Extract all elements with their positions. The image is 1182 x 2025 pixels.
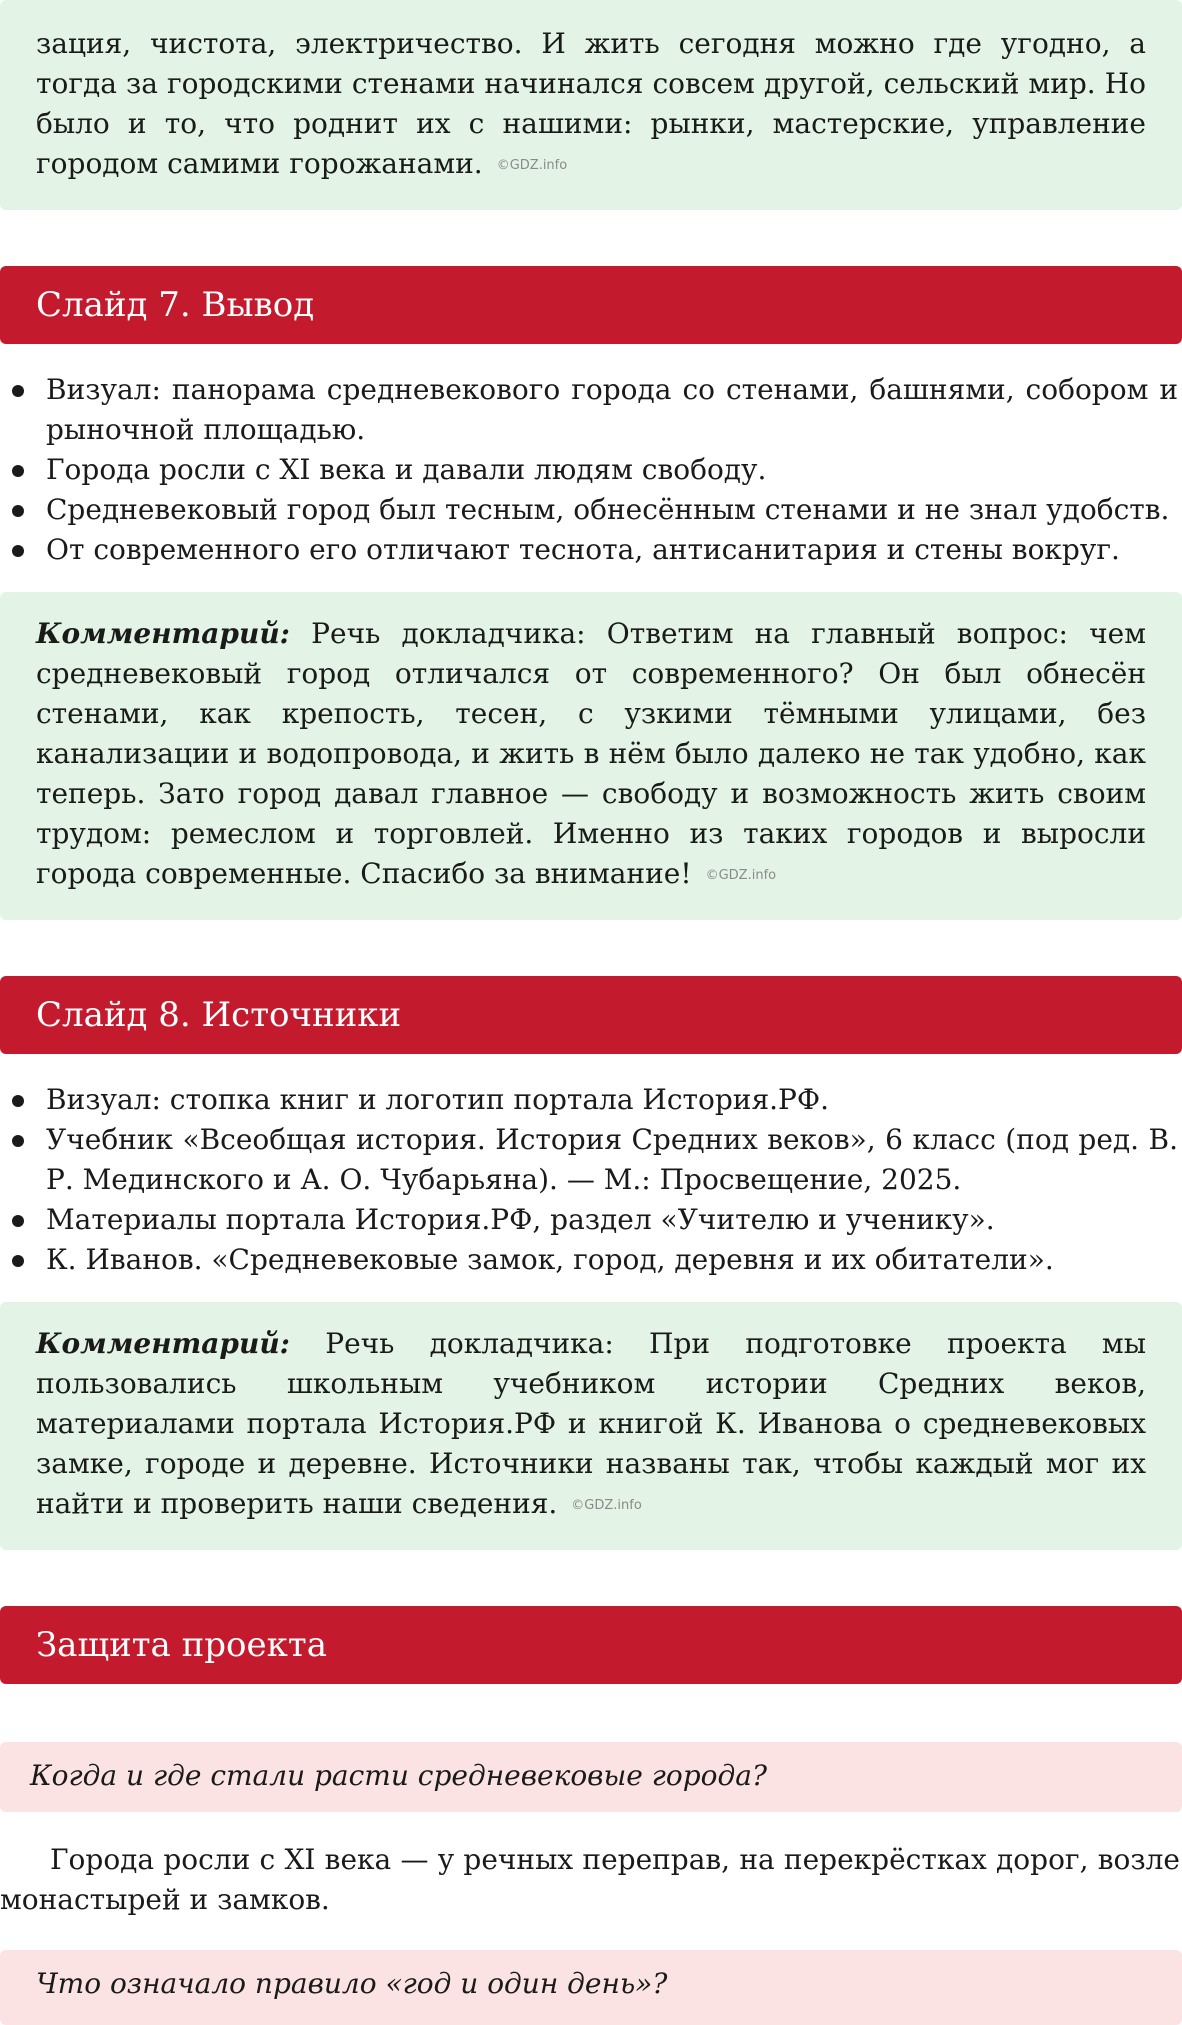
slide8-comment	[36, 1324, 1146, 1526]
list-item: Материалы портала История.РФ, раздел «Учителю и ученику».	[8, 1200, 1178, 1240]
bullet-icon	[12, 505, 24, 517]
slide7-title: Слайд 7. Вывод	[36, 285, 315, 325]
intro-text: зация, чистота, электричество. И жить сегодня можно где угодно, а тогда за городскими стенами начинался совсем другой, сельский мир. Но было и то, что роднит их с нашими: рынки, мастерские, управление городом самими горожанами.	[36, 27, 1146, 180]
bullet-icon	[12, 1255, 24, 1267]
bullet-icon	[12, 1135, 24, 1147]
comment-label: Комментарий:	[36, 617, 291, 650]
bullet-icon	[12, 545, 24, 557]
comment-text: Речь докладчика: При подготовке проекта мы пользовались школьным учебником истории Средних веков, материалами портала История.РФ и книгой К. Иванова о средневековых замке, городе и деревне. Источники названы так, чтобы каждый мог их найти и проверить наши сведения.	[36, 1327, 1146, 1520]
bullet-icon	[12, 1215, 24, 1227]
watermark-logo: ©GDZ.info	[571, 1497, 642, 1513]
defense-header	[0, 1606, 1182, 1684]
slide7-header	[0, 266, 1182, 344]
list-item: От современного его отличают теснота, антисанитария и стены вокруг.	[8, 530, 1178, 570]
comment-text: Речь докладчика: Ответим на главный вопрос: чем средневековый город отличался от современного? Он был обнесён стенами, как крепость, тесен, с узкими тёмными улицами, без канализации и водопровода, и жить в нём было далеко не так удобно, как теперь. Зато город давал главное — свободу и возможность жить своим трудом: ремеслом и торговлей. Именно из таких городов и выросли города современные. Спасибо за внимание!	[36, 617, 1146, 890]
watermark-logo: ©GDZ.info	[496, 157, 568, 173]
bullet-icon	[12, 465, 24, 477]
list-item: К. Иванов. «Средневековые замок, город, деревня и их обитатели».	[8, 1240, 1178, 1280]
bullet-icon	[12, 1095, 24, 1107]
slide8-title: Слайд 8. Источники	[36, 995, 402, 1035]
question-2: Что означало правило «год и один день»?	[36, 1967, 668, 2000]
bullet-icon	[12, 385, 24, 397]
watermark-logo: ©GDZ.info	[705, 867, 777, 883]
slide7-comment	[36, 614, 1146, 896]
list-item: Визуал: стопка книг и логотип портала История.РФ.	[8, 1080, 1178, 1120]
list-item: Учебник «Всеобщая история. История Средних веков», 6 класс (под ред. В. Р. Мединского и А. О. Чубарьяна). — М.: Просвещение, 2025.	[8, 1120, 1178, 1200]
slide7-bullet-list	[8, 370, 1178, 570]
comment-label: Комментарий:	[36, 1327, 291, 1360]
list-item: Средневековый город был тесным, обнесённым стенами и не знал удобств.	[8, 490, 1178, 530]
intro-paragraph	[36, 24, 1146, 186]
slide8-header	[0, 976, 1182, 1054]
answer-1: Города росли с XI века — у речных переправ, на перекрёстках дорог, возле монастырей и замков.	[0, 1843, 1180, 1916]
defense-title: Защита проекта	[36, 1625, 327, 1665]
question-1: Когда и где стали расти средневековые города?	[30, 1759, 767, 1792]
slide8-bullet-list	[8, 1080, 1178, 1280]
list-item: Визуал: панорама средневекового города со стенами, башнями, собором и рыночной площадью.	[8, 370, 1178, 450]
list-item: Города росли с XI века и давали людям свободу.	[8, 450, 1178, 490]
